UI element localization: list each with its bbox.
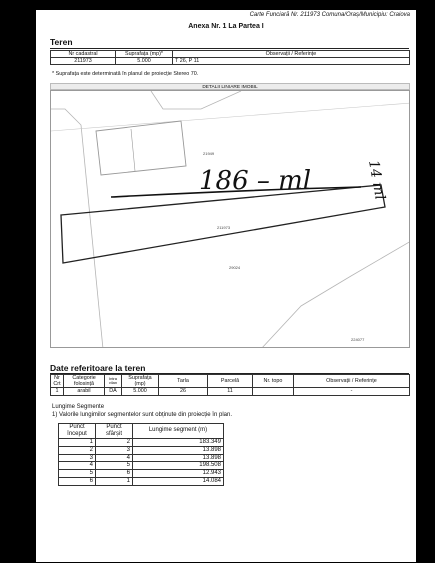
cell-end: 1 [96,478,133,486]
detalii-liniare-band: DETALII LINIARE IMOBIL [50,83,410,90]
cell-start: 4 [59,462,96,470]
col-nr-cadastral: Nr cadastral [51,51,116,58]
date-referitoare-table [50,374,410,396]
cell-end: 4 [96,454,133,462]
lungime-segmente-title: Lungime Segmente [52,404,105,410]
segment-row [59,438,224,446]
map-label-211973: 211973 [217,225,231,230]
carte-funciara-header: Carte Funciară Nr. 211973 Comuna/Oraș/Municipiu: Craiova [249,12,410,18]
teren-title: Teren [50,37,73,47]
cell-start: 3 [59,454,96,462]
cell-end: 3 [96,446,133,454]
cell-intravilan: DA [105,388,122,395]
cell-length: 13.898 [133,454,224,462]
map-drawing [51,91,410,348]
segment-row [59,454,224,462]
cell-length: 183.349 [133,438,224,446]
segmente-table [58,423,224,486]
teren-row [51,58,410,65]
cell-start: 2 [59,446,96,454]
col-punct-inceput: Punct început [59,424,96,439]
cell-parcela: 11 [208,388,253,395]
cell-start: 5 [59,470,96,478]
cell-length: 13.898 [133,446,224,454]
cell-end: 2 [96,438,133,446]
cell-end: 6 [96,470,133,478]
cell-start: 1 [59,438,96,446]
handwritten-length-main: 186 – ml [199,166,312,196]
segment-row [59,462,224,470]
cell-observatii-ref: - [294,388,410,395]
cell-tarla: 26 [159,388,208,395]
col-nr-topo: Nr. topo [253,375,294,388]
cell-start: 6 [59,478,96,486]
teren-table [50,50,410,65]
segment-row [59,446,224,454]
suprafata-note: * Suprafața este determinată în planul de proiecție Stereo 70. [52,71,199,77]
document-page [36,10,416,562]
teren-divider [50,48,409,49]
map-label-21949: 21949 [203,151,215,156]
col-suprafata-ref: Suprafața (mp) [122,375,159,388]
col-parcela: Parcelă [208,375,253,388]
cell-nr-cadastral: 211973 [51,58,116,65]
col-nr-crt: Nr Crt [51,375,64,388]
cell-end: 5 [96,462,133,470]
segmente-header-row [59,424,224,439]
cell-nr-crt: 1 [51,388,64,395]
lungime-segmente-subtitle: 1) Valorile lungimilor segmentelor sunt obținute din proiecție în plan. [52,412,232,418]
cell-observatii: T 26, P 11 [173,58,410,65]
segment-row [59,478,224,486]
col-intravilan: Intra vilan [105,375,122,388]
col-observatii-ref: Observații / Referințe [294,375,410,388]
teren-header-row [51,51,410,58]
cell-length: 14.084 [133,478,224,486]
anexa-title: Anexa Nr. 1 La Partea I [188,23,264,30]
cadastral-map [50,90,410,348]
segment-row [59,470,224,478]
date-ref-row [51,388,410,395]
map-label-224077: 224077 [351,337,365,342]
date-ref-header-row [51,375,410,388]
col-suprafata: Suprafața (mp)* [116,51,173,58]
cell-suprafata-ref: 5.000 [122,388,159,395]
handwritten-length-side: 14 ml [365,158,388,202]
cell-suprafata: 5.000 [116,58,173,65]
cell-categorie: arabil [64,388,105,395]
date-referitoare-title: Date referitoare la teren [50,363,146,373]
map-label-29024: 29024 [229,265,241,270]
cell-nr-topo [253,388,294,395]
cell-length: 12.943 [133,470,224,478]
col-observatii: Observații / Referințe [173,51,410,58]
cell-length: 198.508 [133,462,224,470]
col-punct-sfarsit: Punct sfârșit [96,424,133,439]
col-tarla: Tarla [159,375,208,388]
col-categorie: Categorie folosință [64,375,105,388]
col-lungime-segment: Lungime segment (m) [133,424,224,439]
